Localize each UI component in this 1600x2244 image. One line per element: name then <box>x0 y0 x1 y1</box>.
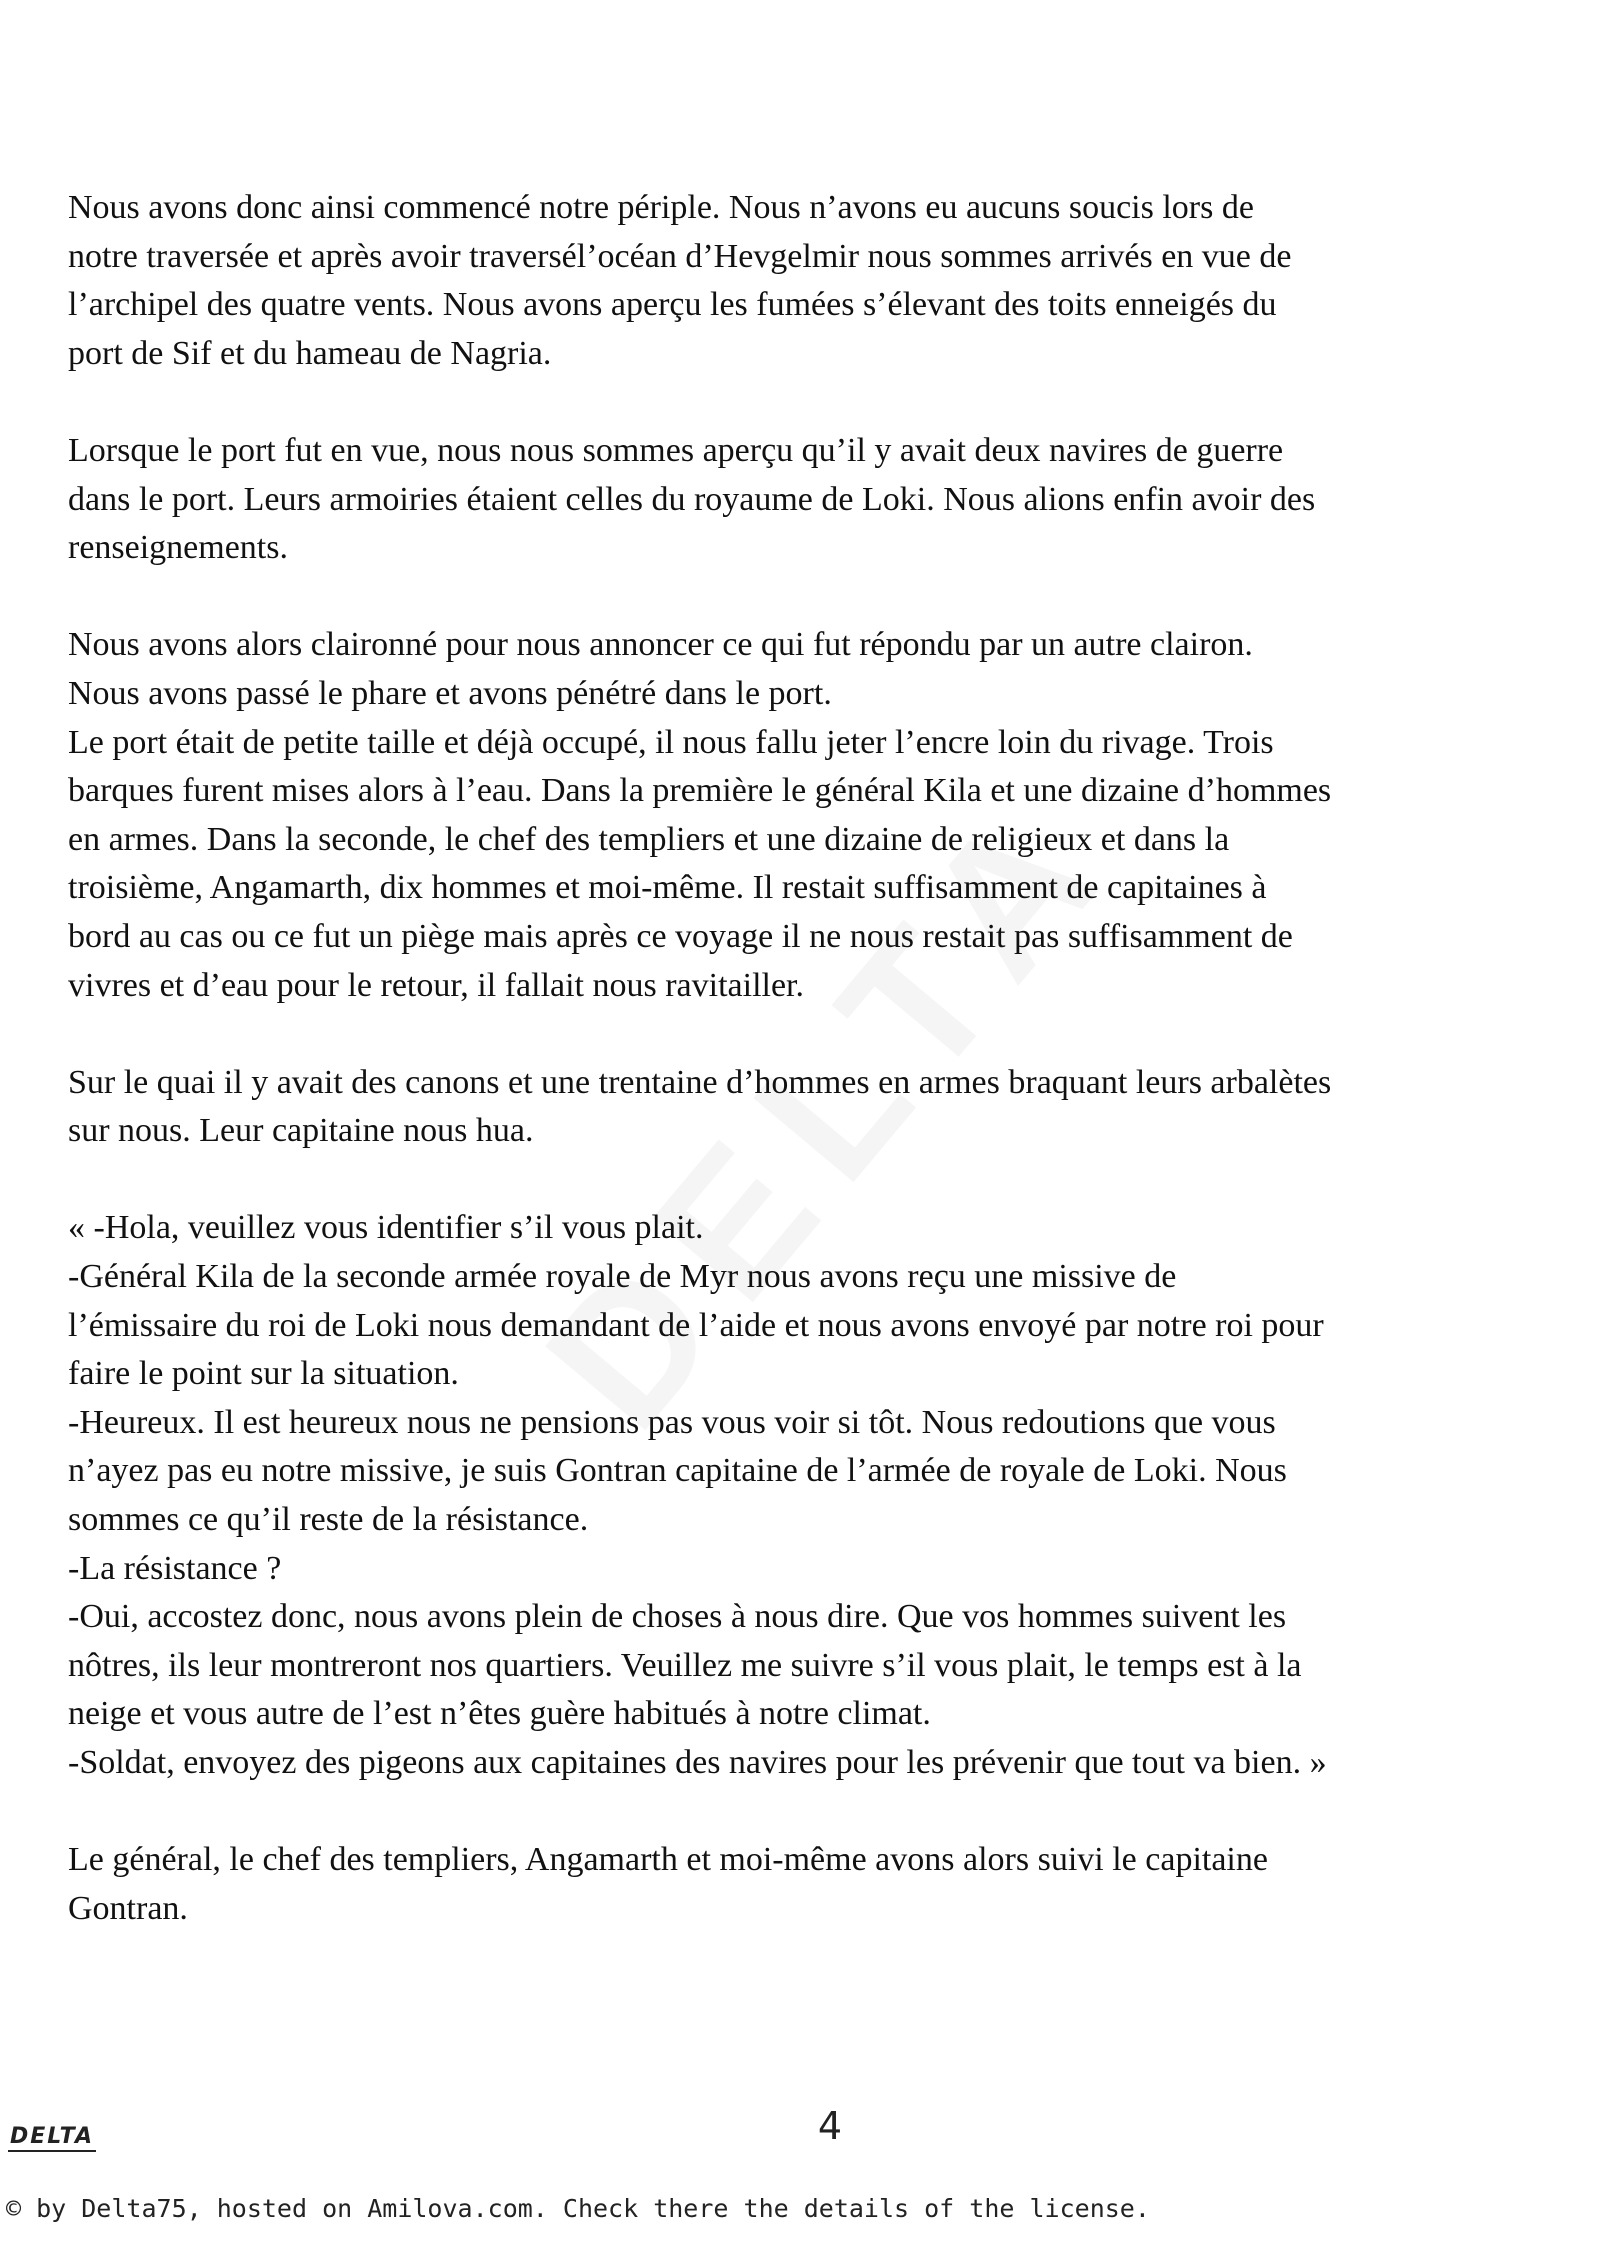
paragraph <box>68 1836 1568 1933</box>
text-line: troisième, Angamarth, dix hommes et moi-même. Il restait suffisamment de capitaines à <box>68 869 1267 907</box>
text-line: vivres et d’eau pour le retour, il fallait nous ravitailler. <box>68 966 804 1004</box>
text-line: port de Sif et du hameau de Nagria. <box>68 334 552 372</box>
text-line: -Soldat, envoyez des pigeons aux capitaines des navires pour les prévenir que tout va bien. » <box>68 1744 1327 1781</box>
text-line: Nous avons donc ainsi commencé notre périple. Nous n’avons eu aucuns soucis lors de <box>68 189 1254 226</box>
text-line: -Général Kila de la seconde armée royale de Myr nous avons reçu une missive de <box>68 1258 1177 1296</box>
text-line: -Oui, accostez donc, nous avons plein de choses à nous dire. Que vos hommes suivent les <box>68 1598 1287 1636</box>
text-line: Nous avons passé le phare et avons pénétré dans le port. <box>68 674 832 712</box>
text-line: « -Hola, veuillez vous identifier s’il vous plait. <box>68 1209 704 1247</box>
text-line: l’émissaire du roi de Loki nous demandant de l’aide et nous avons envoyé par notre roi pour <box>68 1306 1324 1344</box>
text-line: Le général, le chef des templiers, Angamarth et moi-même avons alors suivi le capitaine <box>68 1841 1268 1879</box>
text-line: dans le port. Leurs armoiries étaient celles du royaume de Loki. Nous alions enfin avoir des <box>68 480 1316 518</box>
text-line: l’archipel des quatre vents. Nous avons aperçu les fumées s’élevant des toits enneigés du <box>68 286 1277 324</box>
text-line: renseignements. <box>68 529 288 567</box>
text-line: neige et vous autre de l’est n’êtes guère habitués à notre climat. <box>68 1695 931 1733</box>
text-line: notre traversée et après avoir traversél’océan d’Hevgelmir nous sommes arrivés en vue de <box>68 237 1292 275</box>
text-line: barques furent mises alors à l’eau. Dans la première le général Kila et une dizaine d’hommes <box>68 772 1332 810</box>
paragraph <box>68 427 1568 573</box>
text-line: Le port était de petite taille et déjà occupé, il nous fallu jeter l’encre loin du rivage. Trois <box>68 723 1274 761</box>
text-line: sommes ce qu’il reste de la résistance. <box>68 1501 589 1539</box>
text-line: nôtres, ils leur montreront nos quartiers. Veuillez me suivre s’il vous plait, le temps est à la <box>68 1646 1302 1684</box>
paragraph <box>68 621 1568 1010</box>
text-line: n’ayez pas eu notre missive, je suis Gontran capitaine de l’armée de royale de Loki. Nous <box>68 1452 1287 1490</box>
text-line: Nous avons alors claironné pour nous annoncer ce qui fut répondu par un autre clairon. <box>68 626 1253 664</box>
text-line: -Heureux. Il est heureux nous ne pensions pas vous voir si tôt. Nous redoutions que vous <box>68 1403 1276 1441</box>
text-line: Lorsque le port fut en vue, nous nous sommes aperçu qu’il y avait deux navires de guerre <box>68 431 1284 469</box>
text-line: en armes. Dans la seconde, le chef des templiers et une dizaine de religieux et dans la <box>68 820 1230 858</box>
text-line: Gontran. <box>68 1889 188 1927</box>
paragraph <box>68 184 1568 378</box>
text-line: -La résistance ? <box>68 1549 282 1587</box>
body-text <box>68 184 1568 1982</box>
paragraph <box>68 1059 1568 1156</box>
license-notice: © by Delta75, hosted on Amilova.com. Check there the details of the license. <box>6 2194 1150 2223</box>
text-line: Sur le quai il y avait des canons et une trentaine d’hommes en armes braquant leurs arbalètes <box>68 1063 1332 1101</box>
delta-logo: DELTA <box>8 2124 96 2152</box>
text-line: sur nous. Leur capitaine nous hua. <box>68 1112 534 1150</box>
text-line: faire le point sur la situation. <box>68 1355 459 1393</box>
page-number: 4 <box>817 2104 843 2148</box>
paragraph <box>68 1204 1568 1787</box>
text-line: bord au cas ou ce fut un piège mais après ce voyage il ne nous restait pas suffisamment de <box>68 917 1293 955</box>
